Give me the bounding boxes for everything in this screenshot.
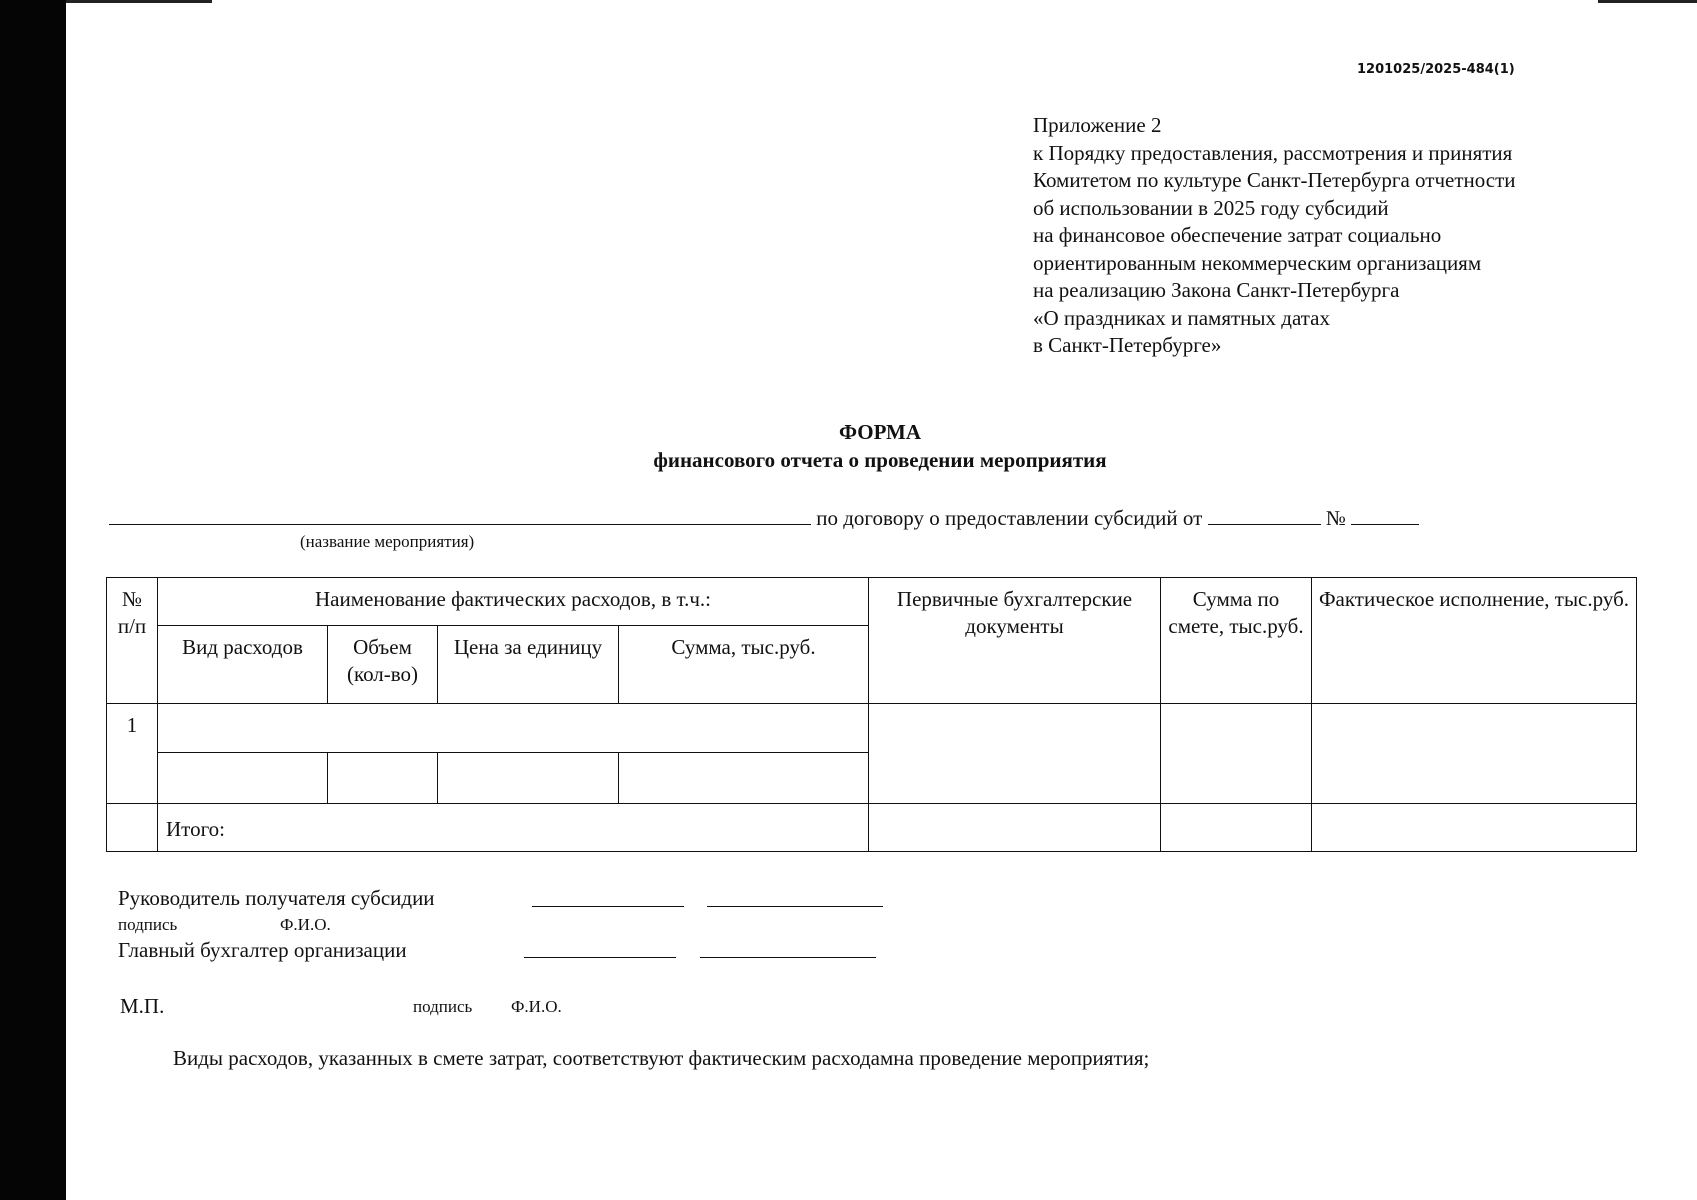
form-title-block [540, 418, 1220, 474]
appendix-line: Приложение 2 [1033, 113, 1162, 137]
appendix-line: на финансовое обеспечение затрат социально [1033, 223, 1442, 247]
total-number-cell [107, 804, 158, 852]
scan-edge-top-left [66, 0, 212, 3]
accountant-name-line[interactable] [700, 957, 876, 958]
header-sum: Сумма, тыс.руб. [619, 626, 869, 704]
table-row [107, 704, 1637, 753]
total-actual-cell[interactable] [1312, 804, 1637, 852]
document-number: 1201025/2025-484(1) [1357, 62, 1515, 77]
unit-price-cell[interactable] [438, 753, 619, 804]
row-number: 1 [107, 704, 158, 804]
form-subtitle: финансового отчета о проведении мероприятия [653, 448, 1107, 472]
expenses-note: Виды расходов, указанных в смете затрат, соответствуют фактическим расходамна проведение мероприятия; [173, 1046, 1150, 1070]
contract-number-field[interactable] [1351, 502, 1419, 525]
header-actual-execution: Фактическое исполнение, тыс.руб. [1312, 578, 1637, 704]
appendix-line: об использовании в 2025 году субсидий [1033, 195, 1389, 220]
header-expense-type: Вид расходов [158, 626, 328, 704]
financial-report-table [106, 577, 1637, 852]
expense-name-cell[interactable] [158, 704, 869, 753]
total-docs-cell[interactable] [869, 804, 1161, 852]
appendix-line: на реализацию Закона Санкт-Петербурга [1033, 278, 1400, 302]
scan-edge-left [0, 0, 66, 1200]
primary-docs-cell[interactable] [869, 704, 1161, 804]
appendix-line: в Санкт-Петербурге» [1033, 333, 1222, 357]
header-number: № п/п [107, 578, 158, 704]
accountant-signature-line[interactable] [524, 957, 676, 958]
appendix-line: к Порядку предоставления, рассмотрения и принятия [1033, 140, 1513, 165]
table-header-row [107, 578, 1637, 626]
header-primary-docs: Первичные бухгалтерские документы [869, 578, 1161, 704]
stamp-label: М.П. [120, 994, 165, 1018]
signature-caption-2: подпись [413, 997, 473, 1016]
head-name-line[interactable] [707, 906, 883, 907]
total-row [107, 804, 1637, 852]
contract-text: по договору о предоставлении субсидий от [816, 506, 1203, 530]
event-name-field[interactable] [109, 502, 811, 525]
contract-date-field[interactable] [1208, 502, 1321, 525]
number-sign: № [1325, 506, 1346, 530]
accountant-label: Главный бухгалтер организации [118, 938, 407, 962]
name-caption-2: Ф.И.О. [511, 997, 562, 1016]
appendix-block [1033, 112, 1516, 360]
total-estimate-cell[interactable] [1161, 804, 1312, 852]
expense-type-cell[interactable] [158, 753, 328, 804]
volume-cell[interactable] [328, 753, 438, 804]
appendix-line: ориентированным некоммерческим организациям [1033, 250, 1482, 275]
appendix-line: «О праздниках и памятных датах [1033, 305, 1330, 330]
scan-edge-top-right [1598, 0, 1697, 3]
header-unit-price: Цена за единицу [438, 626, 619, 704]
form-title: ФОРМА [838, 420, 922, 444]
header-expenses-group: Наименование фактических расходов, в т.ч.: [158, 578, 869, 626]
event-name-caption: (название мероприятия) [300, 532, 475, 551]
header-estimate-sum: Сумма по смете, тыс.руб. [1161, 578, 1312, 704]
total-label: Итого: [158, 804, 869, 852]
estimate-sum-cell[interactable] [1161, 704, 1312, 804]
head-label: Руководитель получателя субсидии [118, 886, 435, 910]
header-volume: Объем (кол-во) [328, 626, 438, 704]
head-signature-line[interactable] [532, 906, 684, 907]
event-line [109, 502, 1419, 530]
name-caption: Ф.И.О. [280, 915, 331, 934]
sum-cell[interactable] [619, 753, 869, 804]
signature-caption: подпись [118, 915, 178, 934]
actual-execution-cell[interactable] [1312, 704, 1637, 804]
appendix-line: Комитетом по культуре Санкт-Петербурга отчетности [1033, 168, 1516, 192]
